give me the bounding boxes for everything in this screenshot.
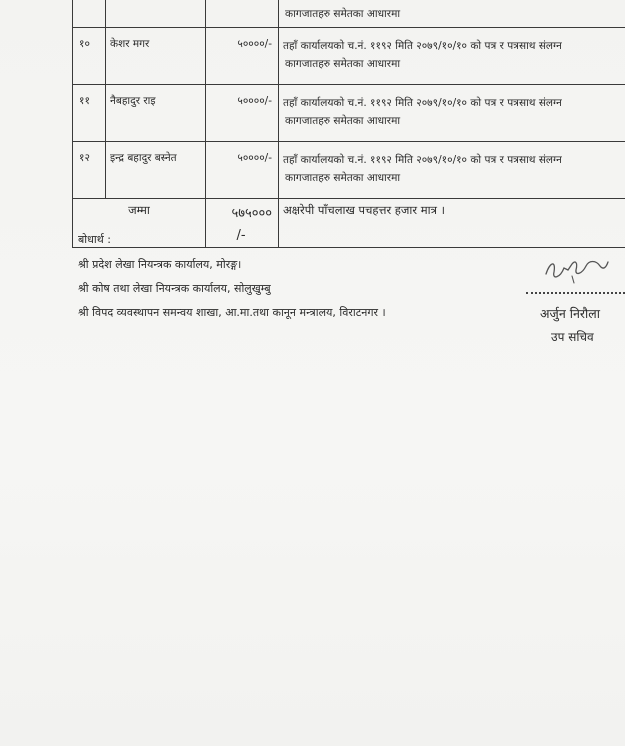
remark-cell — [279, 28, 625, 85]
remark-line: तहाँ कार्यालयको च.नं. ११९२ मिति २०७९/१०/१० को पत्र र पत्रसाथ संलग्न — [283, 154, 562, 166]
serial-cell: ११ — [73, 85, 106, 142]
remark-cell — [279, 0, 625, 28]
remark-cell — [279, 85, 625, 142]
remark-line: तहाँ कार्यालयको च.नं. ११९२ मिति २०७९/१०/१० को पत्र र पत्रसाथ संलग्न — [283, 40, 562, 52]
table-row-continued — [73, 0, 625, 28]
total-in-words: अक्षरेपी पाँचलाख पचहत्तर हजार मात्र । — [279, 199, 625, 248]
signer-name: अर्जुन निरौला — [540, 306, 600, 321]
cc-heading: बोधार्थ : — [78, 233, 111, 246]
remark-line: कागजातहरु समेतका आधारमा — [285, 115, 401, 127]
amount-cell — [206, 0, 279, 28]
total-amount-cell — [206, 199, 279, 248]
signature-line — [526, 292, 625, 294]
name-cell — [106, 0, 206, 28]
amount-cell: ५००००/- — [206, 28, 279, 85]
total-label: जम्मा — [73, 199, 206, 248]
serial-cell: १२ — [73, 142, 106, 199]
table-row — [73, 142, 625, 199]
total-amount: ५७५००० — [231, 206, 272, 221]
remark-line: कागजातहरु समेतका आधारमा — [285, 58, 401, 70]
remark-cell — [279, 142, 625, 199]
name-cell: केशर मगर — [106, 28, 206, 85]
name-cell: नैबहादुर राइ — [106, 85, 206, 142]
payment-table — [72, 0, 625, 248]
amount-cell: ५००००/- — [206, 85, 279, 142]
total-amount-suffix: /- — [236, 228, 246, 243]
serial-cell: १० — [73, 28, 106, 85]
table-row — [73, 28, 625, 85]
cc-recipient: श्री विपद व्यवस्थापन समन्वय शाखा, आ.मा.तथा कानून मन्त्रालय, विराटनगर । — [78, 306, 386, 319]
remark-line: कागजातहरु समेतका आधारमा — [285, 8, 401, 20]
name-cell: इन्द्र बहादुर बस्नेत — [106, 142, 206, 199]
total-row — [73, 199, 625, 248]
table-row — [73, 85, 625, 142]
cc-recipient: श्री कोष तथा लेखा नियन्त्रक कार्यालय, सोलुखुम्बु — [78, 282, 271, 295]
remark-line: तहाँ कार्यालयको च.नं. ११९२ मिति २०७९/१०/१० को पत्र र पत्रसाथ संलग्न — [283, 97, 562, 109]
remark-line: कागजातहरु समेतका आधारमा — [285, 172, 401, 184]
signer-title: उप सचिव — [551, 330, 594, 344]
handwritten-signature-icon — [542, 252, 612, 286]
serial-cell — [73, 0, 106, 28]
amount-cell: ५००००/- — [206, 142, 279, 199]
cc-recipient: श्री प्रदेश लेखा नियन्त्रक कार्यालय, मोरङ्ग। — [78, 258, 242, 271]
